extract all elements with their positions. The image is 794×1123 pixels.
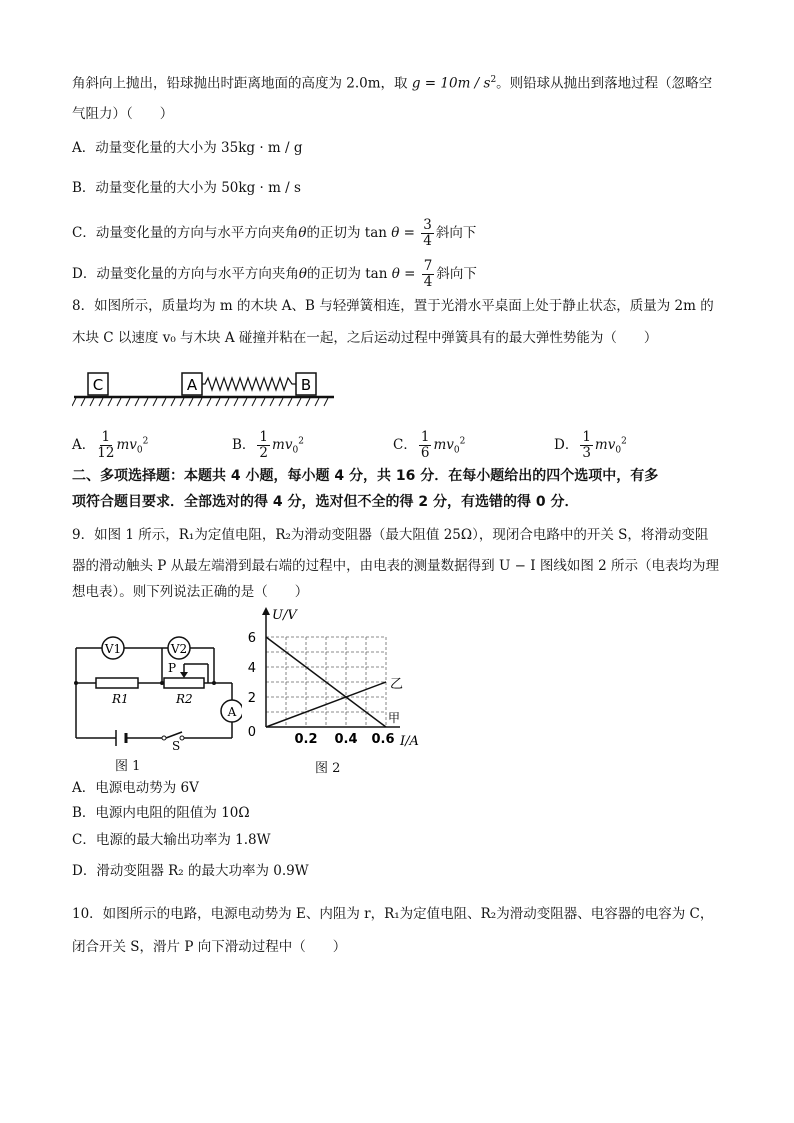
- q7-option-b: B．动量变化量的大小为 50kg · m / s: [72, 180, 301, 196]
- q8-option-b: B． $\frac{1}{2}$ $mv_0^2$: [232, 429, 304, 461]
- q9-option-d: D．滑动变阻器 R₂ 的最大功率为 0.9W: [72, 863, 309, 879]
- section2-heading-line2: 项符合题目要求．全部选对的得 4 分，选对但不全的得 2 分，有选错的得 0 分．: [72, 494, 579, 510]
- y-tick-6: 6: [247, 631, 256, 646]
- label-r2: R2: [176, 692, 193, 706]
- q9-line2: 器的滑动触头 P 从最左端滑到最右端的过程中，由电表的测量数据得到 U − I 图线如图 2 所示（电表均为理: [72, 558, 720, 574]
- q9-ui-graph: [240, 605, 425, 750]
- q8-line1: 8．如图所示，质量均为 m 的木块 A、B 与轻弹簧相连，置于光滑水平桌面上处于静止状态，质量为 2m 的: [72, 298, 714, 314]
- q9-circuit-figure: [72, 628, 242, 753]
- label-yi: 乙: [390, 677, 404, 692]
- resistor-r2: [164, 678, 204, 688]
- q9-line1: 9．如图 1 所示，R₁为定值电阻，R₂为滑动变阻器（最大阻值 25Ω），现闭合电路中的开关 S，将滑动变阻: [72, 527, 709, 543]
- q8-option-c: C． $\frac{1}{6}$ $mv_0^2$: [393, 429, 466, 461]
- y-tick-4: 4: [247, 661, 256, 676]
- y-tick-0: 0: [247, 725, 256, 740]
- y-axis-label: U/V: [272, 608, 297, 623]
- x-axis-label: I/A: [400, 734, 419, 749]
- label-jia: 甲: [388, 711, 401, 725]
- label-s: S: [172, 739, 181, 753]
- x-tick-0.4: 0.4: [334, 732, 358, 747]
- block-a-label: A: [186, 376, 198, 394]
- q9-option-a: A．电源电动势为 6V: [72, 780, 199, 796]
- label-v1: V1: [104, 642, 122, 656]
- label-a: A: [227, 705, 237, 719]
- q8-option-a: A． $\frac{1}{12}$ $mv_0^2$: [72, 429, 149, 461]
- section2-heading-line1: 二、多项选择题：本题共 4 小题，每小题 4 分，共 16 分．在每小题给出的四个选项中，有多: [72, 468, 659, 484]
- figure2-caption: 图 2: [315, 761, 341, 776]
- x-tick-0.6: 0.6: [371, 732, 395, 747]
- resistor-r1: [96, 678, 138, 688]
- q10-line2: 闭合开关 S，滑片 P 向下滑动过程中（ ）: [72, 939, 347, 955]
- q8-blocks-spring-figure: [72, 365, 342, 410]
- figure1-caption: 图 1: [115, 759, 141, 774]
- fraction-7-4: $\frac{7}{4}$: [423, 258, 433, 290]
- y-tick-2: 2: [247, 691, 256, 706]
- q7-line2: 气阻力）（ ）: [72, 106, 174, 122]
- q7-option-a: A．动量变化量的大小为 35kg · m / g: [72, 140, 303, 156]
- q9-option-b: B．电源内电阻的阻值为 10Ω: [72, 805, 250, 821]
- q9-option-c: C．电源的最大输出功率为 1.8W: [72, 832, 271, 848]
- block-c-label: C: [92, 376, 104, 394]
- x-tick-0.2: 0.2: [294, 732, 318, 747]
- q8-line2: 木块 C 以速度 v₀ 与木块 A 碰撞并粘在一起，之后运动过程中弹簧具有的最大弹性势能为（ ）: [72, 330, 658, 346]
- spring: [202, 378, 296, 390]
- q7-option-c: C．动量变化量的方向与水平方向夹角θ的正切为 tan θ = $\frac{3}{4}$ 斜向下: [72, 217, 477, 249]
- q10-line1: 10．如图所示的电路，电源电动势为 E、内阻为 r，R₁为定值电阻、R₂为滑动变阻器、电容器的电容为 C，: [72, 906, 714, 922]
- label-p: P: [168, 661, 177, 675]
- q7-option-d: D．动量变化量的方向与水平方向夹角θ的正切为 tan θ = $\frac{7}{4}$ 斜向下: [72, 258, 477, 290]
- q8-option-d: D． $\frac{1}{3}$ $mv_0^2$: [554, 429, 627, 461]
- q7-line1: 角斜向上抛出，铅球抛出时距离地面的高度为 2.0m，取 $g = 10m / s^2$。则铅球从抛出到落地过程（忽略空: [72, 75, 713, 92]
- q9-line3: 想电表）。则下列说法正确的是（ ）: [72, 584, 309, 600]
- label-v2: V2: [170, 642, 188, 656]
- label-r1: R1: [112, 692, 129, 706]
- fraction-3-4: $\frac{3}{4}$: [423, 217, 432, 249]
- block-b-label: B: [300, 376, 312, 394]
